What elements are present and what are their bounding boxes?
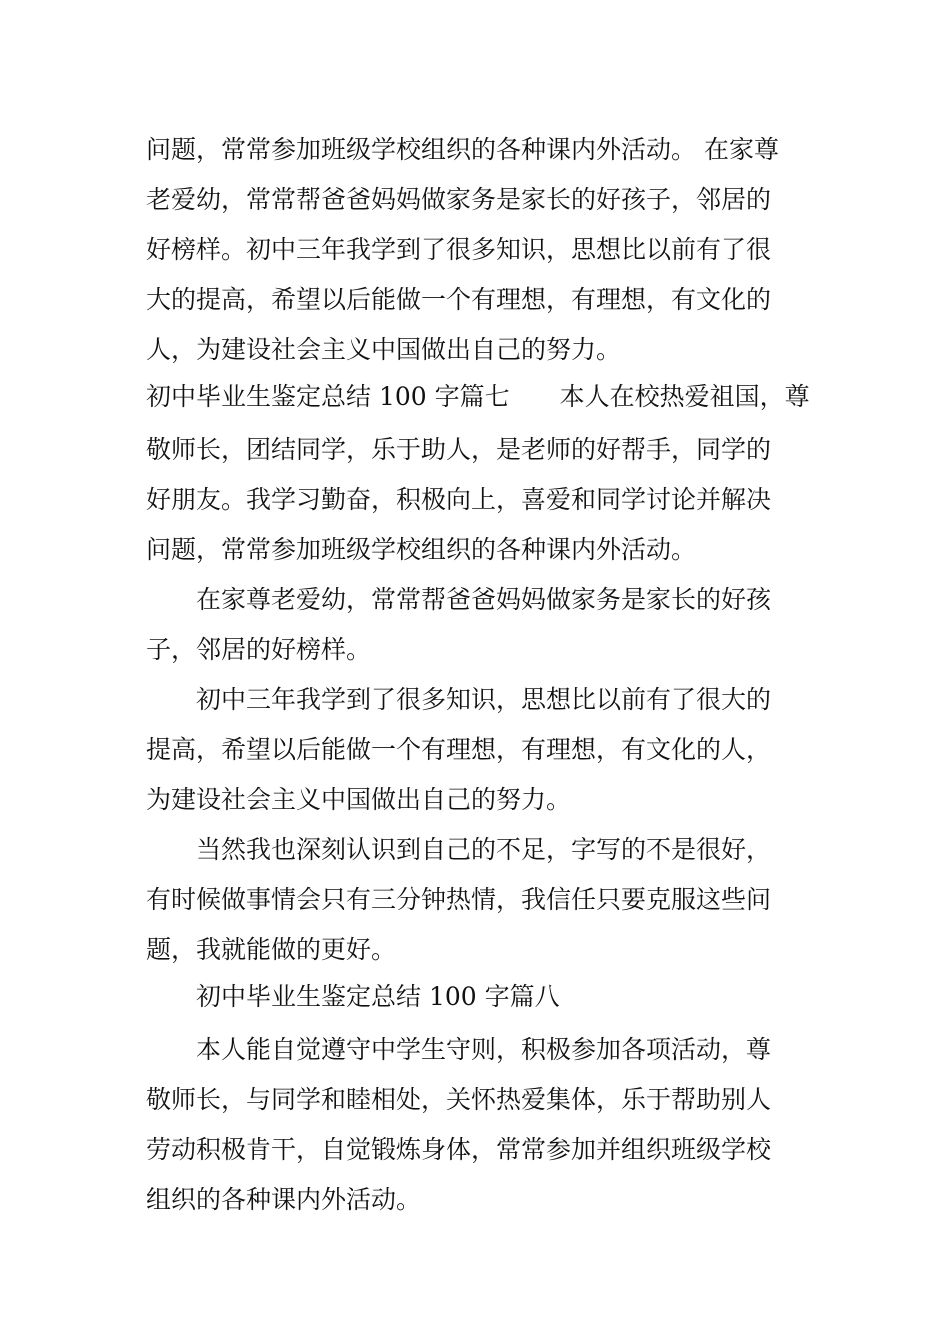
- text-line: 当然我也深刻认识到自己的不足，字写的不是很好，: [196, 835, 772, 864]
- text-line: 大的提高，希望以后能做一个有理想，有理想，有文化的: [146, 285, 772, 314]
- text-line: 本人能自觉遵守中学生守则，积极参加各项活动，尊: [196, 1035, 772, 1064]
- text-line: 题，我就能做的更好。: [146, 935, 397, 964]
- text-line: 子，邻居的好榜样。: [146, 635, 372, 664]
- text-line: 好榜样。初中三年我学到了很多知识，思想比以前有了很: [146, 235, 772, 264]
- text-line: 人，为建设社会主义中国做出自己的努力。: [146, 335, 622, 364]
- text-line: 组织的各种课内外活动。: [146, 1185, 422, 1214]
- text-line: 老爱幼，常常帮爸爸妈妈做家务是家长的好孩子，邻居的: [146, 185, 772, 214]
- text-line: 初中三年我学到了很多知识，思想比以前有了很大的: [196, 685, 772, 714]
- text-line: 敬师长，与同学和睦相处，关怀热爱集体，乐于帮助别人: [146, 1085, 772, 1114]
- text-line: 敬师长，团结同学，乐于助人，是老师的好帮手，同学的: [146, 435, 772, 464]
- text-line: 有时候做事情会只有三分钟热情，我信任只要克服这些问: [146, 885, 772, 914]
- section-heading-7: 初中毕业生鉴定总结 100 字篇七 本人在校热爱祖国，尊: [146, 382, 810, 411]
- section-heading-8: 初中毕业生鉴定总结 100 字篇八: [196, 982, 560, 1011]
- text-line: 为建设社会主义中国做出自己的努力。: [146, 785, 572, 814]
- text-line: 在家尊老爱幼，常常帮爸爸妈妈做家务是家长的好孩: [196, 585, 772, 614]
- text-line: 劳动积极肯干，自觉锻炼身体，常常参加并组织班级学校: [146, 1135, 772, 1164]
- text-line: 问题，常常参加班级学校组织的各种课内外活动。: [146, 535, 697, 564]
- text-line: 提高，希望以后能做一个有理想，有理想，有文化的人，: [146, 735, 772, 764]
- text-line: 问题，常常参加班级学校组织的各种课内外活动。 在家尊: [146, 135, 779, 164]
- text-line: 好朋友。我学习勤奋，积极向上，喜爱和同学讨论并解决: [146, 485, 772, 514]
